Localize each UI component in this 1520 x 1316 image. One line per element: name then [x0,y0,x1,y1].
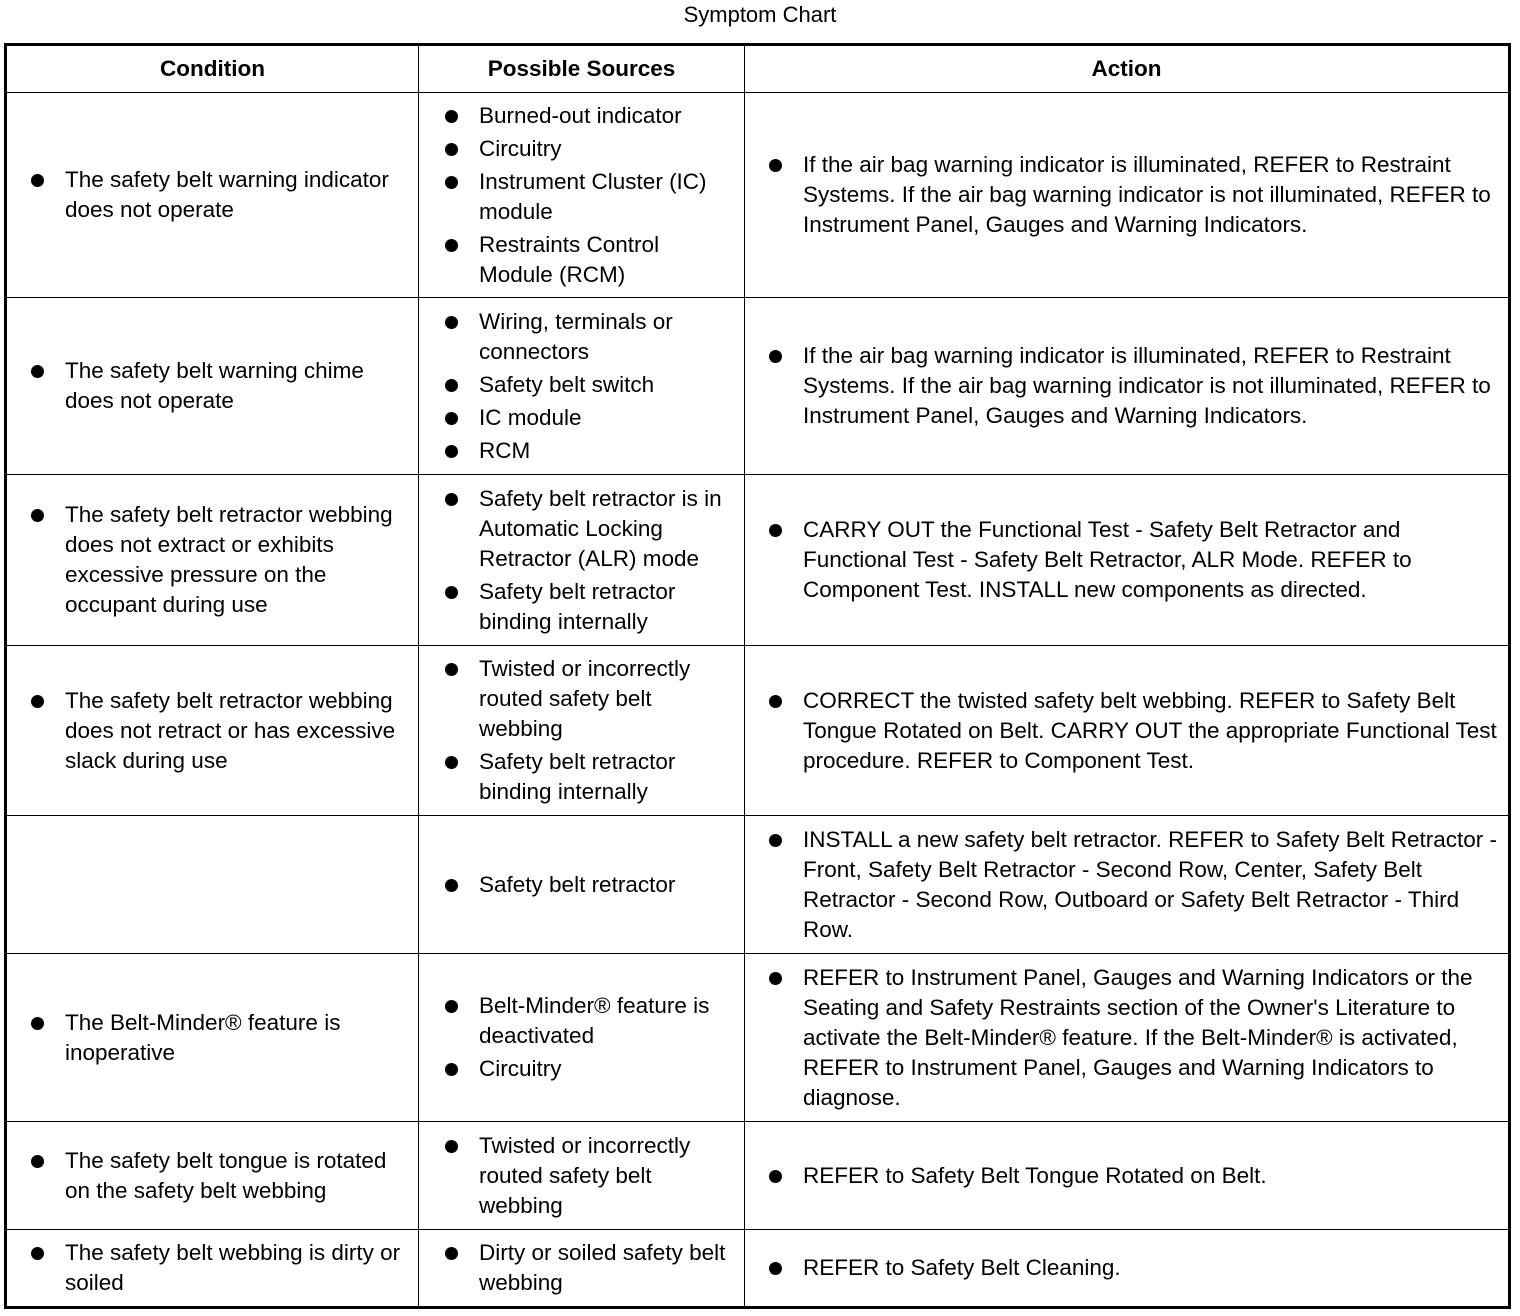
bullet-list [443,991,738,1084]
bullet-dot-icon [445,493,458,506]
bullet-dot-icon [445,412,458,425]
action-item-text: REFER to Instrument Panel, Gauges and Warning Indicators or the Seating and Safety Restraints section of the Owner's Literature to activate the Belt-Minder® feature. If the Belt-Minder® is activated, REFER to Instrument Panel, Gauges and Warning Indicators to diagnose. [803,964,1473,1110]
bullet-list [443,484,738,637]
condition-item [29,686,412,776]
possible-sources-cell [419,93,745,298]
condition-item-text: The safety belt warning chime does not operate [65,358,364,413]
bullet-list [29,1008,412,1068]
source-item-text: Circuitry [479,135,562,161]
bullet-dot-icon [769,695,782,708]
condition-item [29,1008,412,1068]
bullet-dot-icon [445,143,458,156]
action-item-text: INSTALL a new safety belt retractor. REFER to Safety Belt Retractor - Front, Safety Belt Retractor - Second Row, Center, Safety Belt Retractor - Second Row, Outboard or Safety Belt Retractor - Third Row. [803,826,1498,942]
bullet-list [767,150,1500,240]
bullet-dot-icon [769,1170,782,1183]
source-item-text: Belt-Minder® feature is deactivated [479,993,710,1048]
bullet-list [443,101,738,290]
condition-item [29,1146,412,1206]
possible-sources-cell [419,298,745,475]
action-item-text: REFER to Safety Belt Tongue Rotated on Belt. [803,1162,1267,1188]
bullet-dot-icon [31,509,44,522]
table-header-row [6,45,1510,93]
source-item-text: Twisted or incorrectly routed safety belt webbing [479,1132,691,1218]
table-body [6,93,1510,1308]
bullet-list [443,870,738,900]
bullet-list [29,686,412,776]
action-item [767,963,1500,1113]
bullet-list [29,1146,412,1206]
action-item-text: REFER to Safety Belt Cleaning. [803,1255,1121,1280]
action-cell [745,93,1510,298]
table-row [6,954,1510,1122]
possible-sources-cell [419,475,745,646]
column-header-action: Action [745,45,1510,93]
page-title: Symptom Chart [683,2,837,27]
source-item-text: IC module [479,404,582,430]
possible-sources-cell [419,646,745,816]
action-item [767,150,1500,240]
bullet-list [767,825,1500,945]
possible-sources-cell [419,954,745,1122]
source-item [443,654,738,744]
action-cell [745,1230,1510,1308]
bullet-list [29,1238,412,1298]
action-item-text: CORRECT the twisted safety belt webbing. REFER to Safety Belt Tongue Rotated on Belt. CARRY OUT the appropriate Functional Test procedure. REFER to Component Test. [803,687,1497,773]
source-item [443,370,738,400]
condition-cell [6,298,419,475]
bullet-dot-icon [31,365,44,378]
action-item-text: If the air bag warning indicator is illuminated, REFER to Restraint Systems. If the air bag warning indicator is not illuminated, REFER to Instrument Panel, Gauges and Warning Indicators. [803,343,1491,428]
bullet-dot-icon [31,1155,44,1168]
bullet-dot-icon [31,174,44,187]
source-item [443,870,738,900]
bullet-dot-icon [769,524,782,537]
symptom-chart-table [4,43,1511,1309]
action-item [767,1161,1500,1191]
bullet-dot-icon [445,1247,458,1260]
bullet-dot-icon [31,695,44,708]
possible-sources-cell [419,1122,745,1230]
source-item [443,230,738,290]
action-item [767,825,1500,945]
table-row [6,475,1510,646]
table-row [6,646,1510,816]
source-item-text: Twisted or incorrectly routed safety belt webbing [479,656,691,741]
bullet-dot-icon [445,1000,458,1013]
action-item [767,341,1500,431]
source-item [443,991,738,1051]
action-item-text: CARRY OUT the Functional Test - Safety Belt Retractor and Functional Test - Safety Belt Retractor, ALR Mode. REFER to Component Test. INSTALL new components as directed. [803,517,1412,602]
source-item-text: Safety belt retractor is in Automatic Locking Retractor (ALR) mode [479,485,722,571]
action-cell [745,475,1510,646]
table-row [6,298,1510,475]
source-item [443,436,738,466]
column-header-condition: Condition [6,45,419,93]
source-item [443,1054,738,1084]
bullet-dot-icon [769,1262,782,1275]
source-item-text: Safety belt retractor binding internally [479,578,676,634]
bullet-list [29,500,412,620]
action-cell [745,298,1510,475]
source-item-text: RCM [479,437,531,463]
source-item-text: Safety belt retractor binding internally [479,749,676,804]
bullet-dot-icon [769,159,782,172]
bullet-dot-icon [31,1247,44,1260]
bullet-dot-icon [769,834,782,847]
condition-item-text: The safety belt retractor webbing does not extract or exhibits excessive pressure on the occupant during use [65,502,393,617]
bullet-dot-icon [769,972,782,985]
bullet-dot-icon [445,663,458,676]
bullet-list [767,1253,1500,1283]
bullet-dot-icon [31,1017,44,1030]
bullet-dot-icon [445,1063,458,1076]
possible-sources-cell [419,1230,745,1308]
bullet-list [767,341,1500,431]
possible-sources-cell [419,816,745,954]
bullet-dot-icon [445,110,458,123]
bullet-list [767,515,1500,605]
source-item-text: Dirty or soiled safety belt webbing [479,1240,726,1295]
condition-cell [6,93,419,298]
condition-cell [6,646,419,816]
bullet-list [443,654,738,807]
source-item-text: Circuitry [479,1056,562,1081]
bullet-list [767,686,1500,776]
action-cell [745,816,1510,954]
source-item-text: Instrument Cluster (IC) module [479,168,707,224]
source-item [443,307,738,367]
bullet-list [29,165,412,225]
source-item-text: Safety belt switch [479,371,655,397]
bullet-list [767,963,1500,1113]
table-row [6,93,1510,298]
bullet-dot-icon [445,879,458,892]
bullet-list [443,1131,738,1221]
source-item [443,1238,738,1298]
source-item-text: Burned-out indicator [479,102,682,128]
table-row [6,1122,1510,1230]
action-cell [745,646,1510,816]
action-cell [745,954,1510,1122]
table-row [6,816,1510,954]
condition-cell [6,1230,419,1308]
action-item-text: If the air bag warning indicator is illuminated, REFER to Restraint Systems. If the air bag warning indicator is not illuminated, REFER to Instrument Panel, Gauges and Warning Indicators. [803,152,1491,237]
condition-cell [6,1122,419,1230]
bullet-dot-icon [445,1140,458,1153]
table-row [6,1230,1510,1308]
source-item [443,484,738,574]
bullet-list [443,1238,738,1298]
condition-cell [6,954,419,1122]
bullet-dot-icon [445,756,458,769]
condition-item-text: The safety belt webbing is dirty or soiled [65,1240,401,1295]
bullet-dot-icon [445,379,458,392]
source-item [443,134,738,164]
bullet-list [767,1161,1500,1191]
condition-item [29,165,412,225]
condition-item-text: The safety belt tongue is rotated on the safety belt webbing [65,1147,387,1203]
condition-cell [6,816,419,954]
source-item-text: Restraints Control Module (RCM) [479,231,660,287]
condition-item-text: The safety belt retractor webbing does not retract or has excessive slack during use [65,687,396,773]
source-item-text: Wiring, terminals or connectors [479,308,673,364]
action-cell [745,1122,1510,1230]
source-item [443,577,738,637]
source-item [443,747,738,807]
bullet-list [29,356,412,416]
condition-item-text: The safety belt warning indicator does not operate [65,167,389,222]
condition-item [29,1238,412,1298]
source-item [443,167,738,227]
condition-item [29,356,412,416]
bullet-list [443,307,738,466]
source-item-text: Safety belt retractor [479,871,676,897]
bullet-dot-icon [445,445,458,458]
source-item [443,101,738,131]
condition-cell [6,475,419,646]
condition-item-text: The Belt-Minder® feature is inoperative [65,1009,341,1065]
action-item [767,515,1500,605]
column-header-possible-sources: Possible Sources [419,45,745,93]
bullet-dot-icon [445,176,458,189]
bullet-dot-icon [445,316,458,329]
action-item [767,686,1500,776]
bullet-dot-icon [445,239,458,252]
condition-item [29,500,412,620]
source-item [443,1131,738,1221]
action-item [767,1253,1500,1283]
source-item [443,403,738,433]
bullet-dot-icon [769,350,782,363]
bullet-dot-icon [445,586,458,599]
